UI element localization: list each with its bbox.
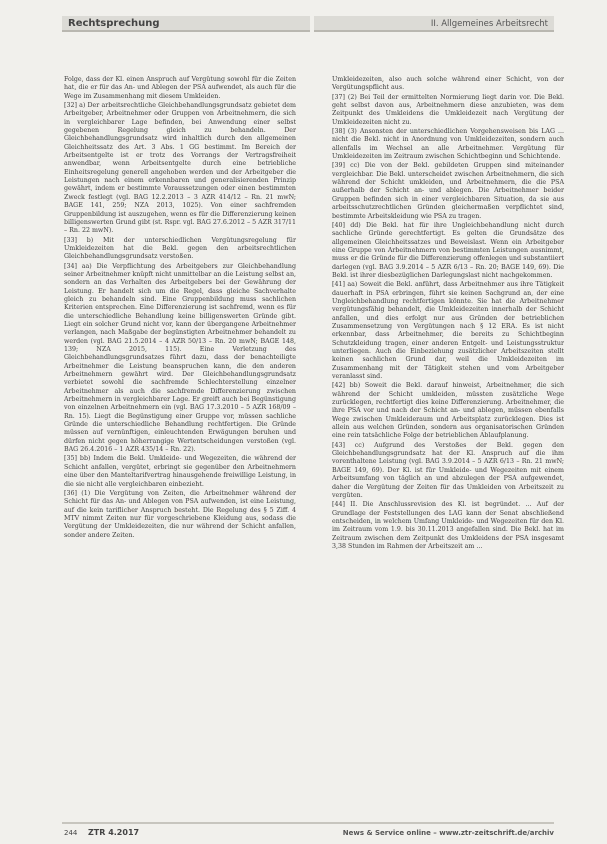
paragraph: [40] dd) Die Bekl. hat für ihre Ungleichbehandlung nicht durch sachliche Gründe gerechtfertigt. Es gelten die Grundsätze des allgemeinen Gleichheitssatzes und Beweislast. Wenn ein Arbeitgeber eine Gruppe von Arbeitnehmern von bestimmten Leistungen ausnimmt, muss er die Gründe für die Differenzierung offenlegen und substantiiert darlegen (vgl. BAG 3.9.2014 – 5 AZR 6/13 – Rn. 20; BAGE 149, 69). Die Bekl. ist ihrer diesbezüglichen Darlegungslast nicht nachgekommen. [332, 221, 564, 279]
right-column [332, 76, 564, 552]
paragraph: Umkleidezeiten, also auch solche während einer Schicht, von der Vergütungspflicht aus. [332, 76, 564, 92]
section-header: Rechtsprechung [62, 16, 310, 32]
paragraph: [32] a) Der arbeitsrechtliche Gleichbehandlungsgrundsatz gebietet dem Arbeitgeber, Arbeitnehmer oder Gruppen von Arbeitnehmern, die sich in vergleichbarer Lage befinden, bei Anwendung einer selbst gegebenen Regelung gleich zu behandeln. Der Gleichbehandlungsgrundsatz wird inhaltlich durch den allgemeinen Gleichheitssatz des Art. 3 Abs. 1 GG bestimmt. Im Bereich der Arbeitsentgelte ist er trotz des Vorrangs der Vertragsfreiheit anwendbar, wenn Arbeitsentgelte durch eine betriebliche Einheitsregelung generell angehoben werden und der Arbeitgeber die Leistungen nach einem erkennbaren und generalisierenden Prinzip gewährt, indem er bestimmte Voraussetzungen oder einen bestimmten Zweck festlegt (vgl. BAG 12.2.2013 – 3 AZR 414/12 – Rn. 21 mwN; BAGE 141, 259; NZA 2013, 1025). Von einer sachfremden Gruppenbildung ist auszugehen, wenn es für die Differenzierung keinen billigenswerten Grund gibt (st. Rspr. vgl. BAG 27.6.2012 – 5 AZR 317/11 – Rn. 22 mwN). [64, 102, 296, 235]
page-number: 244 [64, 829, 78, 837]
paragraph: [39] cc) Die von der Bekl. gebildeten Gruppen sind miteinander vergleichbar. Die Bekl. unterscheidet zwischen Arbeitnehmern, die sich während der Schicht umkleiden, und Arbeitnehmern, die die PSA außerhalb der Schicht an- und ablegen. Die Arbeitnehmer beider Gruppen befinden sich in einer vergleichbaren Situation, da sie aus arbeitsschutzrechtlichen Gründen gleichermaßen verpflichtet sind, bestimmte Arbeitskleidung wie PSA zu tragen. [332, 162, 564, 220]
paragraph: Folge, dass der Kl. einen Anspruch auf Vergütung sowohl für die Zeiten hat, die er für das An- und Ablegen der PSA aufwendet, als auch für die Wege im Zusammenhang mit diesem Umkleiden. [64, 76, 296, 100]
paragraph: [42] bb) Soweit die Bekl. darauf hinweist, Arbeitnehmer, die sich während der Schicht umkleiden, müssten zusätzliche Wege zurücklegen, rechtfertigt dies keine Differenzierung. Arbeitnehmer, die ihre PSA vor und nach der Schicht an- und ablegen, müssen ebenfalls Wege zwischen Umkleideraum und Arbeitsplatz zurücklegen. Dies ist allein aus welchen Gründen, sondern aus organisatorischen Gründen eine rein tatsächliche Folge der betrieblichen Ablaufplanung. [332, 382, 564, 440]
paragraph: [41] aa) Soweit die Bekl. anführt, dass Arbeitnehmer aus ihre Tätigkeit dauerhaft in PSA erbringen, führt sie keinen Sachgrund an, der eine Ungleichbehandlung rechtfertigen könnte. Sie hat die Arbeitnehmer vergütungsfähig behandelt, die Umkleidezeiten innerhalb der Schicht anfallen, und dies erfolgt nur aus Gründen der betrieblichen Zusammensetzung von Vergütungen nach § 12 ERA. Es ist nicht erkennbar, dass Arbeitnehmer, die bereits zu Schichtbeginn Schutzkleidung tragen, einer anderen Entgelt- und Leistungsstruktur unterliegen. Auch die Einbeziehung zusätzlicher Arbeitszeiten stellt keinen sachlichen Grund dar, weil die Umkleidezeiten im Zusammenhang mit der Tätigkeit stehen und vom Arbeitgeber veranlasst sind. [332, 281, 564, 381]
journal-name: ZTR 4.2017 [88, 828, 140, 837]
chapter-header: II. Allgemeines Arbeitsrecht [314, 16, 554, 32]
paragraph: [43] cc) Aufgrund des Verstoßes der Bekl. gegen den Gleichbehandlungsgrundsatz hat der Kl. Anspruch auf die ihm vorenthaltene Leistung (vgl. BAG 3.9.2014 – 5 AZR 6/13 – Rn. 21 mwN; BAGE 149, 69). Der Kl. ist für Umkleide- und Wegezeiten mit einem Arbeitsumfang von täglich an und abzulegen der PSA aufgewendet, daher die Vergütung der Zeiten für das Umkleiden von Arbeitszeit zu vergüten. [332, 441, 564, 499]
paragraph: [37] (2) Bei Teil der ermittelten Normierung liegt darin vor. Die Bekl. geht selbst davon aus, Arbeitnehmern diese anzubieten, was dem Zeitpunkt des Umkleidens die Umkleidezeit nach Vergütung der Umkleidezeiten nicht zu. [332, 93, 564, 126]
paragraph: [35] bb) Indem die Bekl. Umkleide- und Wegezeiten, die während der Schicht anfallen, vergütet, erbringt sie gegenüber den Arbeitnehmern eine über den Manteltarifvertrag hinausgehende freiwillige Leistung, in die sie nicht alle vergleichbaren einbezieht. [64, 455, 296, 488]
paragraph: [38] (3) Ansonsten der unterschiedlichen Vorgehensweisen bis LAG ... nicht die Bekl. nicht in Anordnung von Umkleidezeiten, sondern auch allenfalls im Wechsel an alle Arbeitnehmer. Vergütung für Umkleidezeiten im Zeitraum zwischen Schichtbeginn und Schichtende. [332, 128, 564, 161]
left-column [64, 76, 296, 541]
paragraph: [33] b) Mit der unterschiedlichen Vergütungsregelung für Umkleidezeiten hat die Bekl. gegen den arbeitsrechtlichen Gleichbehandlungsgrundsatz verstoßen. [64, 236, 296, 261]
paragraph: [36] (1) Die Vergütung von Zeiten, die Arbeitnehmer während der Schicht für das An- und Ablegen von PSA aufwenden, ist eine Leistung, auf die kein tariflicher Anspruch besteht. Die Regelung des § 5 Ziff. 4 MTV nimmt Zeiten nur für vorgeschriebene Kleidung aus, sodass die Vergütung der Umkleidezeiten, die nur während der Schicht anfallen, sonder andere Zeiten. [64, 489, 296, 539]
paragraph: [44] II. Die Anschlussrevision des Kl. ist begründet. ... Auf der Grundlage der Feststellungen des LAG kann der Senat abschließend entscheiden, in welchem Umfang Umkleide- und Wegezeiten für den Kl. im Zeitraum vom 1.9. bis 30.11.2013 angefallen sind. Die Bekl. hat im Zeitraum zwischen dem Zeitpunkt des Umkleidens der PSA insgesamt 3,38 Stunden im Rahmen der Arbeitszeit am ... [332, 501, 564, 550]
footer-website: News & Service online – www.ztr-zeitschrift.de/archiv [342, 829, 554, 837]
footer-divider [62, 822, 554, 824]
paragraph: [34] aa) Die Verpflichtung des Arbeitgebers zur Gleichbehandlung seiner Arbeitnehmer knüpft nicht unmittelbar an die Leistung selbst an, sondern an das Verhalten des Arbeitgebers bei der Gewährung der Leistung. Er handelt sich um die Regel, dass gleiche Sachverhalte gleich zu behandeln sind. Eine Gruppenbildung muss sachlichen Kriterien entsprechen. Eine Differenzierung ist sachfremd, wenn es für die unterschiedliche Behandlung keine billigenswerten Gründe gibt. Liegt ein solcher Grund nicht vor, kann der übergangene Arbeitnehmer verlangen, nach Maßgabe der begünstigten Arbeitnehmer behandelt zu werden (vgl. BAG 21.5.2014 – 4 AZR 50/13 – Rn. 20 mwN; BAGE 148, 139; NZA 2015, 115). Eine Verletzung des Gleichbehandlungsgrundsatzes führt dazu, dass der benachteiligte Arbeitnehmer die Leistung beanspruchen kann, die den anderen Arbeitnehmern gewährt wird. Der Gleichbehandlungsgrundsatz verbietet sowohl die sachfremde Schlechterstellung einzelner Arbeitnehmer als auch die sachfremde Differenzierung zwischen Arbeitnehmern in vergleichbarer Lage. Er greift auch bei Begünstigung von einzelnen Arbeitnehmern ein (vgl. BAG 17.3.2010 – 5 AZR 168/09 – Rn. 15). Liegt die Begünstigung einer Gruppe vor, müssen sachliche Gründe die unterschiedliche Behandlung rechtfertigen. Die Gründe müssen auf vernünftigen, einleuchtenden Erwägungen beruhen und dürfen nicht gegen höherrangige Wertentscheidungen verstoßen (vgl. BAG 26.4.2016 – 1 AZR 435/14 – Rn. 22). [64, 262, 296, 454]
